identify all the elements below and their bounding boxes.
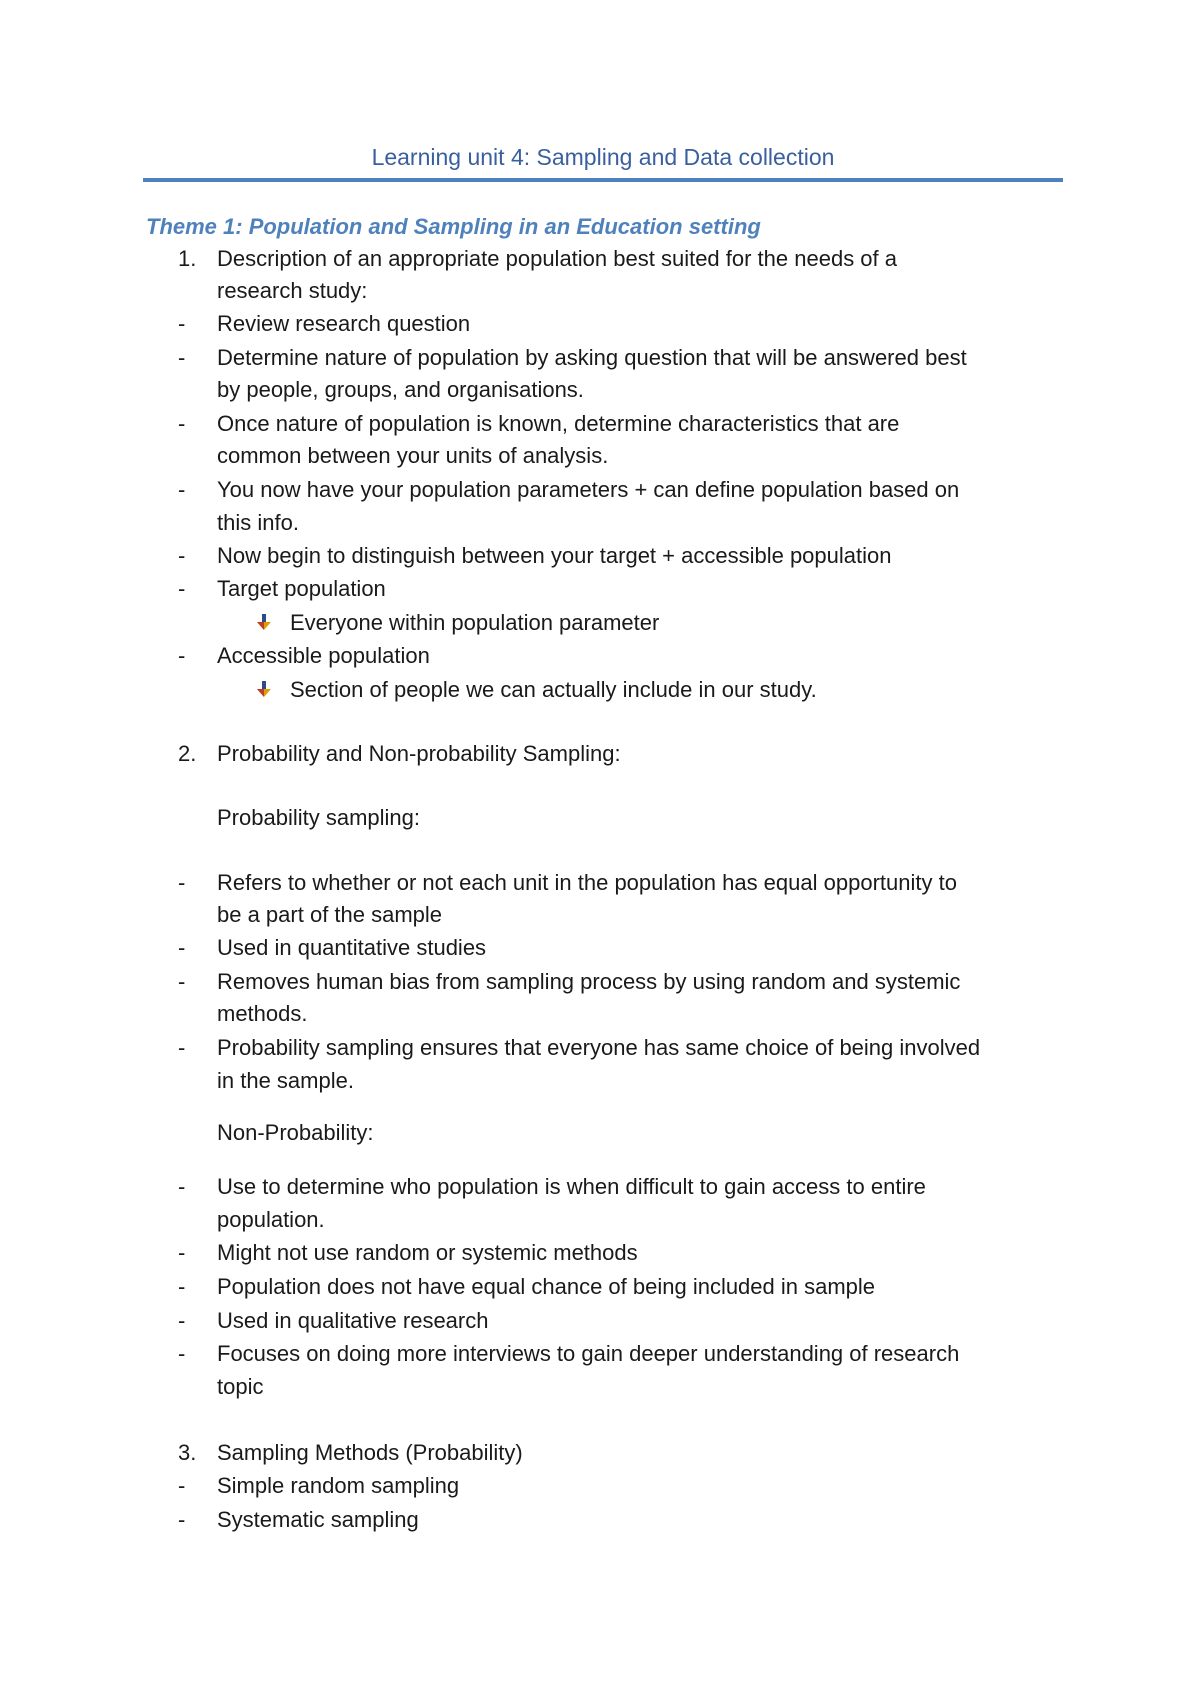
list-item-text-cont: topic bbox=[217, 1374, 264, 1399]
list-item-text: Probability sampling ensures that everyone has same choice of being involved bbox=[217, 1035, 981, 1060]
list-item-text: Simple random sampling bbox=[217, 1473, 460, 1498]
list-marker: - bbox=[178, 1507, 186, 1532]
list-item-text: Used in quantitative studies bbox=[217, 935, 487, 960]
section-1-heading: Description of an appropriate population best suited for the needs of a bbox=[217, 246, 898, 271]
list-item-text-cont: in the sample. bbox=[217, 1068, 354, 1093]
section-2-heading: Probability and Non-probability Sampling: bbox=[217, 741, 621, 766]
list-marker: 2. bbox=[178, 741, 197, 766]
list-item-text: Determine nature of population by asking question that will be answered best bbox=[217, 345, 967, 370]
list-item-text: Target population bbox=[217, 576, 386, 601]
list-marker: - bbox=[178, 1035, 186, 1060]
list-marker: - bbox=[178, 1240, 186, 1265]
list-item-text: Once nature of population is known, determine characteristics that are bbox=[217, 411, 900, 436]
list-marker: - bbox=[178, 1274, 186, 1299]
list-item-text: Now begin to distinguish between your target + accessible population bbox=[217, 543, 892, 568]
list-item-text: Refers to whether or not each unit in the population has equal opportunity to bbox=[217, 870, 957, 895]
list-marker: 1. bbox=[178, 246, 197, 271]
list-marker: - bbox=[178, 411, 186, 436]
list-marker: - bbox=[178, 1473, 186, 1498]
list-item-text-cont: common between your units of analysis. bbox=[217, 443, 609, 468]
list-marker: - bbox=[178, 576, 186, 601]
list-marker: - bbox=[178, 1174, 186, 1199]
arrow-bullet-icon bbox=[253, 612, 275, 634]
list-marker: - bbox=[178, 477, 186, 502]
list-item-text: Review research question bbox=[217, 311, 471, 336]
list-item-text: Used in qualitative research bbox=[217, 1308, 489, 1333]
list-item-text-cont: this info. bbox=[217, 510, 299, 535]
list-marker: - bbox=[178, 1308, 186, 1333]
section-1-heading-cont: research study: bbox=[217, 278, 368, 303]
list-marker: - bbox=[178, 311, 186, 336]
list-item-text-cont: be a part of the sample bbox=[217, 902, 443, 927]
list-marker: - bbox=[178, 935, 186, 960]
non-probability-label: Non-Probability: bbox=[217, 1120, 374, 1145]
list-item-text: Focuses on doing more interviews to gain deeper understanding of research bbox=[217, 1341, 960, 1366]
theme-heading: Theme 1: Population and Sampling in an Education setting bbox=[146, 214, 761, 239]
list-item-text-cont: methods. bbox=[217, 1001, 308, 1026]
list-marker: - bbox=[178, 543, 186, 568]
list-item-text: Use to determine who population is when difficult to gain access to entire bbox=[217, 1174, 926, 1199]
sub-list-item-text: Everyone within population parameter bbox=[290, 610, 660, 635]
sub-list-item-text: Section of people we can actually include in our study. bbox=[290, 677, 817, 702]
list-item-text: Systematic sampling bbox=[217, 1507, 419, 1532]
list-marker: - bbox=[178, 1341, 186, 1366]
list-item-text: Removes human bias from sampling process by using random and systemic bbox=[217, 969, 961, 994]
document-title: Learning unit 4: Sampling and Data collection bbox=[371, 144, 835, 170]
list-item-text: Might not use random or systemic methods bbox=[217, 1240, 638, 1265]
list-item-text: Accessible population bbox=[217, 643, 430, 668]
list-item-text: You now have your population parameters + can define population based on bbox=[217, 477, 960, 502]
probability-label: Probability sampling: bbox=[217, 805, 420, 830]
list-item-text-cont: by people, groups, and organisations. bbox=[217, 377, 584, 402]
list-marker: - bbox=[178, 643, 186, 668]
list-item-text-cont: population. bbox=[217, 1207, 325, 1232]
list-item-text: Population does not have equal chance of being included in sample bbox=[217, 1274, 876, 1299]
title-underline bbox=[143, 178, 1063, 182]
arrow-bullet-icon bbox=[253, 679, 275, 701]
list-marker: - bbox=[178, 345, 186, 370]
section-3-heading: Sampling Methods (Probability) bbox=[217, 1440, 523, 1465]
list-marker: - bbox=[178, 969, 186, 994]
list-marker: - bbox=[178, 870, 186, 895]
list-marker: 3. bbox=[178, 1440, 197, 1465]
